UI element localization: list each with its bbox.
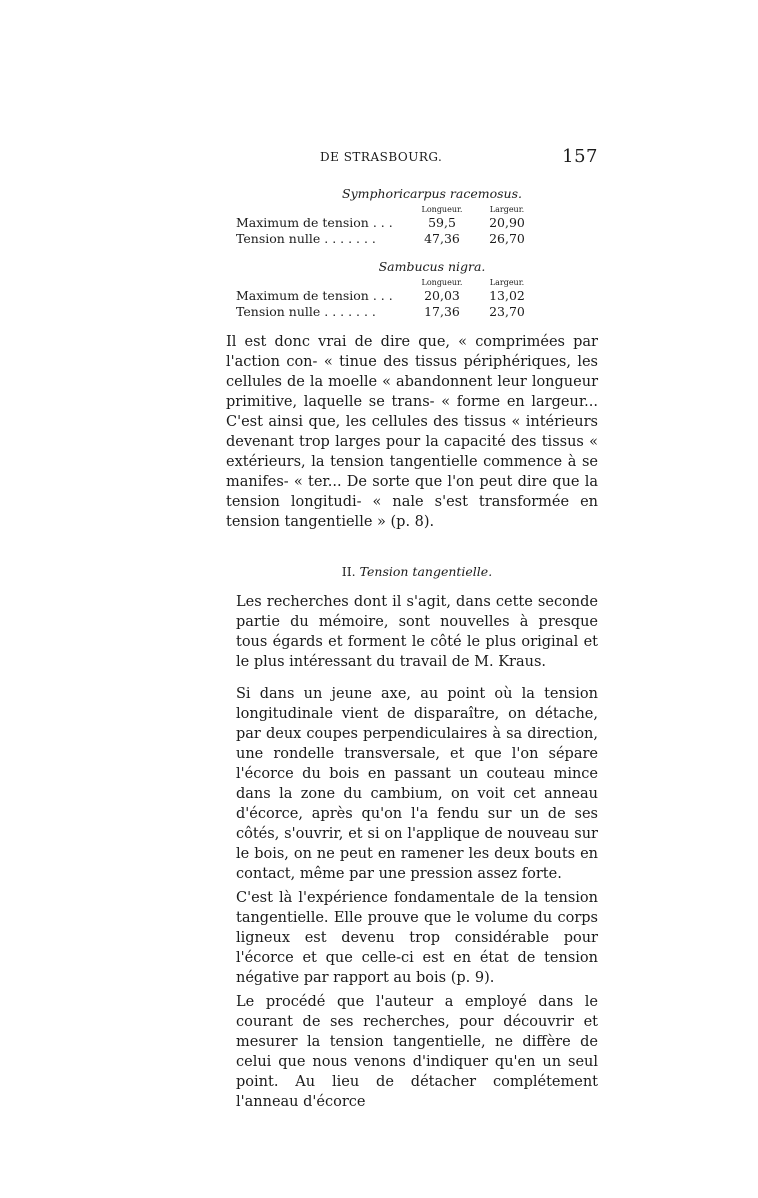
width-value: 13,02: [489, 288, 525, 303]
running-title: DE STRASBOURG.: [320, 150, 443, 164]
measurement-table: [236, 205, 538, 247]
row-label: Tension nulle . . . . . . .: [236, 304, 376, 319]
table-row: [236, 288, 538, 304]
width-value: 26,70: [489, 231, 525, 246]
row-label: Tension nulle . . . . . . .: [236, 231, 376, 246]
running-head: [236, 148, 598, 168]
column-header-width: Largeur.: [489, 278, 525, 287]
body-text: [226, 332, 598, 1112]
table-header-row: [236, 205, 538, 215]
section-heading: [236, 562, 598, 582]
page-number: 157: [562, 146, 598, 167]
table-row: [236, 215, 538, 231]
paragraph: Le procédé que l'auteur a employé dans le courant de ses recherches, pour découvrir et mesurer la tension tangentielle, ne diffère de celui que nous venons d'indiquer qu'en un seul point. Au lieu de détacher complétement l'anneau d'écorce: [236, 994, 598, 1110]
column-header-length: Longueur.: [421, 205, 463, 214]
table-header-row: [236, 278, 538, 288]
section-title: Tension tangentielle.: [359, 564, 493, 579]
paragraph: Les recherches dont il s'agit, dans cette seconde partie du mémoire, sont nouvelles à presque tous égards et forment le côté le plus original et le plus intéressant du travail de M. Kraus.: [236, 594, 598, 670]
table-title: Sambucus nigra.: [378, 259, 486, 274]
measurement-table: [236, 278, 538, 320]
table-row: [236, 304, 538, 320]
length-value: 20,03: [424, 288, 460, 303]
row-label: Maximum de tension . . .: [236, 215, 393, 230]
row-label: Maximum de tension . . .: [236, 288, 393, 303]
paragraph: Si dans un jeune axe, au point où la tension longitudinale vient de disparaître, on détache, par deux coupes perpendiculaires à sa direction, une rondelle transversale, et que l'on sépare l'écorce du bois en passant un couteau mince dans la zone du cambium, on voit cet anneau d'écorce, après qu'on l'a fendu sur un de ses côtés, s'ouvrir, et si on l'applique de nouveau sur le bois, on ne peut en ramener les deux bouts en contact, même par une pression assez forte.: [236, 686, 598, 882]
table-row: [236, 231, 538, 247]
column-header-length: Longueur.: [421, 278, 463, 287]
quote-paragraph: Il est donc vrai de dire que, « comprimées par l'action con- « tinue des tissus périphériques, les cellules de la moelle « abandonnent leur longueur primitive, laquelle se trans- « forme en largeur... C'est ainsi que, les cellules des tissus « intérieurs devenant trop larges pour la capacité des tissus « extérieurs, la tension tangentielle commence à se manifes- « ter... De sorte que l'on peut dire que la tension longitudi- « nale s'est transformée en tension tangentielle » (p. 8).: [226, 334, 598, 530]
column-header-width: Largeur.: [489, 205, 525, 214]
section-number: II.: [341, 564, 356, 579]
width-value: 23,70: [489, 304, 525, 319]
width-value: 20,90: [489, 215, 525, 230]
length-value: 17,36: [424, 304, 460, 319]
paragraph: C'est là l'expérience fondamentale de la tension tangentielle. Elle prouve que le volume du corps ligneux est devenu trop considérable pour l'écorce et que celle-ci est en état de tension négative par rapport au bois (p. 9).: [236, 890, 598, 986]
length-value: 59,5: [428, 215, 456, 230]
book-page: [226, 146, 598, 1112]
length-value: 47,36: [424, 231, 460, 246]
table-title: Symphoricarpus racemosus.: [342, 186, 522, 201]
